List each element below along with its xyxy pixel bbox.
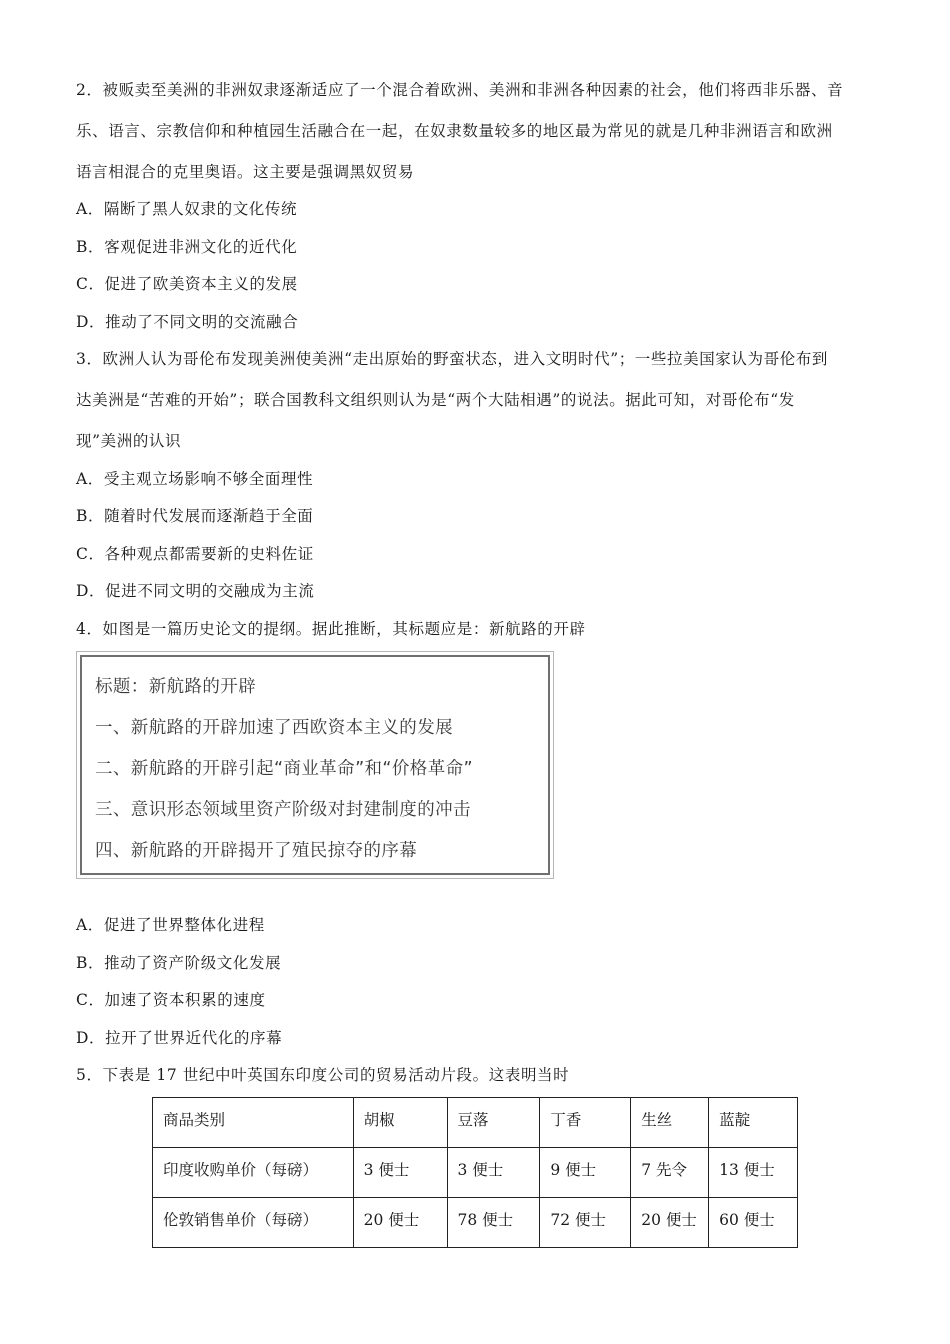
q5-stem: 5．下表是 17 世纪中叶英国东印度公司的贸易活动片段。这表明当时 (76, 1066, 570, 1084)
q3-stem-line-2: 达美洲是“苦难的开始”；联合国教科文组织则认为是“两个大陆相遇”的说法。据此可知，对哥伦布“发 (76, 391, 795, 409)
essay-outline-figure (76, 651, 554, 879)
outline-item-3: 三、意识形态领域里资产阶级对封建制度的冲击 (95, 800, 471, 820)
table-cell: 72 便士 (540, 1198, 631, 1248)
table-row (153, 1148, 798, 1198)
q3-stem-line-1: 3．欧洲人认为哥伦布发现美洲使美洲“走出原始的野蛮状态，进入文明时代”；一些拉美国家认为哥伦布到 (76, 350, 829, 368)
outline-item-4: 四、新航路的开辟揭开了殖民掠夺的序幕 (95, 841, 418, 861)
q4-option-c: C．加速了资本积累的速度 (76, 991, 266, 1009)
q3-option-b: B．随着时代发展而逐渐趋于全面 (76, 507, 314, 525)
table-cell: 印度收购单价（每磅） (153, 1148, 354, 1198)
table-cell: 7 先令 (631, 1148, 709, 1198)
table-header-cell: 商品类别 (153, 1098, 354, 1148)
essay-outline-frame (80, 655, 550, 875)
trade-price-table (152, 1097, 798, 1248)
q2-option-b: B．客观促进非洲文化的近代化 (76, 238, 298, 256)
outline-item-2: 二、新航路的开辟引起“商业革命”和“价格革命” (95, 759, 473, 779)
table-header-cell: 蓝靛 (709, 1098, 798, 1148)
table-cell: 9 便士 (540, 1148, 631, 1198)
table-cell: 3 便士 (447, 1148, 540, 1198)
q4-option-b: B．推动了资产阶级文化发展 (76, 954, 282, 972)
q2-stem-line-3: 语言相混合的克里奥语。这主要是强调黑奴贸易 (76, 163, 415, 181)
table-cell: 20 便士 (353, 1198, 447, 1248)
q3-option-d: D．促进不同文明的交融成为主流 (76, 582, 315, 600)
table-cell: 伦敦销售单价（每磅） (153, 1198, 354, 1248)
table-cell: 78 便士 (447, 1198, 540, 1248)
table-cell: 60 便士 (709, 1198, 798, 1248)
q2-stem-line-2: 乐、语言、宗教信仰和种植园生活融合在一起，在奴隶数量较多的地区最为常见的就是几种非洲语言和欧洲 (76, 122, 833, 140)
q2-option-d: D．推动了不同文明的交流融合 (76, 313, 299, 331)
table-cell: 20 便士 (631, 1198, 709, 1248)
q2-option-c: C．促进了欧美资本主义的发展 (76, 275, 298, 293)
table-header-cell: 胡椒 (353, 1098, 447, 1148)
q2-stem-line-1: 2．被贩卖至美洲的非洲奴隶逐渐适应了一个混合着欧洲、美洲和非洲各种因素的社会，他们将西非乐器、音 (76, 81, 844, 99)
table-cell: 13 便士 (709, 1148, 798, 1198)
outline-item-1: 一、新航路的开辟加速了西欧资本主义的发展 (95, 718, 453, 738)
table-header-row (153, 1098, 798, 1148)
q4-stem: 4．如图是一篇历史论文的提纲。据此推断，其标题应是：新航路的开辟 (76, 620, 586, 638)
table-header-cell: 生丝 (631, 1098, 709, 1148)
table-cell: 3 便士 (353, 1148, 447, 1198)
table-row (153, 1198, 798, 1248)
q3-option-c: C．各种观点都需要新的史料佐证 (76, 545, 314, 563)
q4-option-d: D．拉开了世界近代化的序幕 (76, 1029, 283, 1047)
q3-option-a: A．受主观立场影响不够全面理性 (76, 470, 314, 488)
q3-stem-line-3: 现”美洲的认识 (76, 432, 182, 450)
outline-title: 标题：新航路的开辟 (95, 677, 257, 697)
table-header-cell: 丁香 (540, 1098, 631, 1148)
q4-option-a: A．促进了世界整体化进程 (76, 916, 265, 934)
table-header-cell: 豆落 (447, 1098, 540, 1148)
q2-option-a: A．隔断了黑人奴隶的文化传统 (76, 200, 298, 218)
